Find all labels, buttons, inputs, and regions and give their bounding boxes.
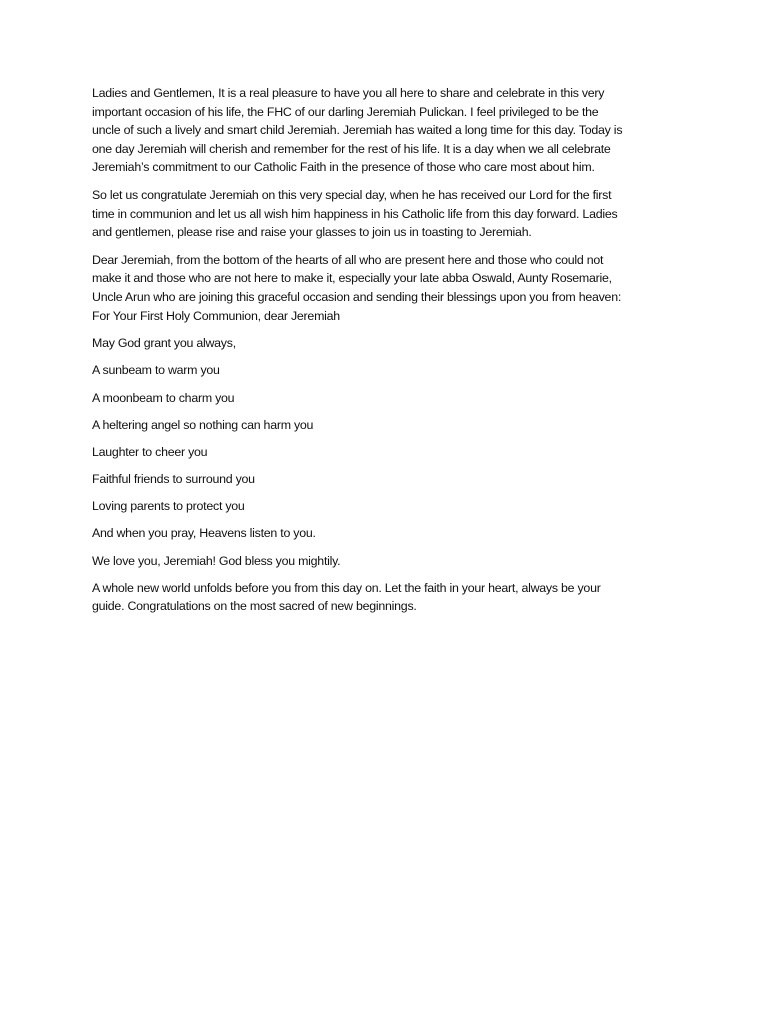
text-line: So let us congratulate Jeremiah on this very special day, when he has received our Lord for the first (92, 187, 612, 202)
text-line: and gentlemen, please rise and raise your glasses to join us in toasting to Jeremiah. (92, 225, 532, 240)
text-line: Uncle Arun who are joining this graceful occasion and sending their blessings upon you from heaven: (92, 289, 622, 304)
blessing-line: A heltering angel so nothing can harm you (92, 417, 314, 432)
blessing-line: And when you pray, Heavens listen to you. (92, 526, 316, 541)
blessing-line: A moonbeam to charm you (92, 390, 235, 405)
text-line: Dear Jeremiah, from the bottom of the hearts of all who are present here and those who could not (92, 252, 604, 267)
paragraph-closing (92, 579, 672, 616)
blessing-line: Loving parents to protect you (92, 499, 245, 514)
text-line: For Your First Holy Communion, dear Jeremiah (92, 308, 340, 323)
blessing-line: Laughter to cheer you (92, 444, 208, 459)
blessing-line: We love you, Jeremiah! God bless you mightily. (92, 553, 341, 568)
blessing-line: Faithful friends to surround you (92, 472, 255, 487)
text-line: Jeremiah’s commitment to our Catholic Faith in the presence of those who care most about him. (92, 160, 595, 175)
text-line: guide. Congratulations on the most sacred of new beginnings. (92, 599, 417, 614)
blessing-line: May God grant you always, (92, 336, 236, 351)
text-line: important occasion of his life, the FHC of our darling Jeremiah Pulickan. I feel privileged to be the (92, 104, 599, 119)
document-body (92, 84, 672, 625)
text-line: make it and those who are not here to make it, especially your late abba Oswald, Aunty Rosemarie, (92, 271, 612, 286)
paragraph-welcome (92, 84, 672, 177)
text-line: uncle of such a lively and smart child Jeremiah. Jeremiah has waited a long time for this day. Today is (92, 123, 623, 138)
text-line: Ladies and Gentlemen, It is a real pleasure to have you all here to share and celebrate in this very (92, 86, 605, 100)
blessing-line: A sunbeam to warm you (92, 363, 220, 378)
text-line: A whole new world unfolds before you from this day on. Let the faith in your heart, always be your (92, 580, 601, 595)
text-line: one day Jeremiah will cherish and remember for the rest of his life. It is a day when we all celebrate (92, 141, 611, 156)
text-line: time in communion and let us all wish him happiness in his Catholic life from this day forward. Ladies (92, 206, 618, 221)
paragraph-toast (92, 186, 672, 242)
paragraph-dedication (92, 251, 672, 325)
